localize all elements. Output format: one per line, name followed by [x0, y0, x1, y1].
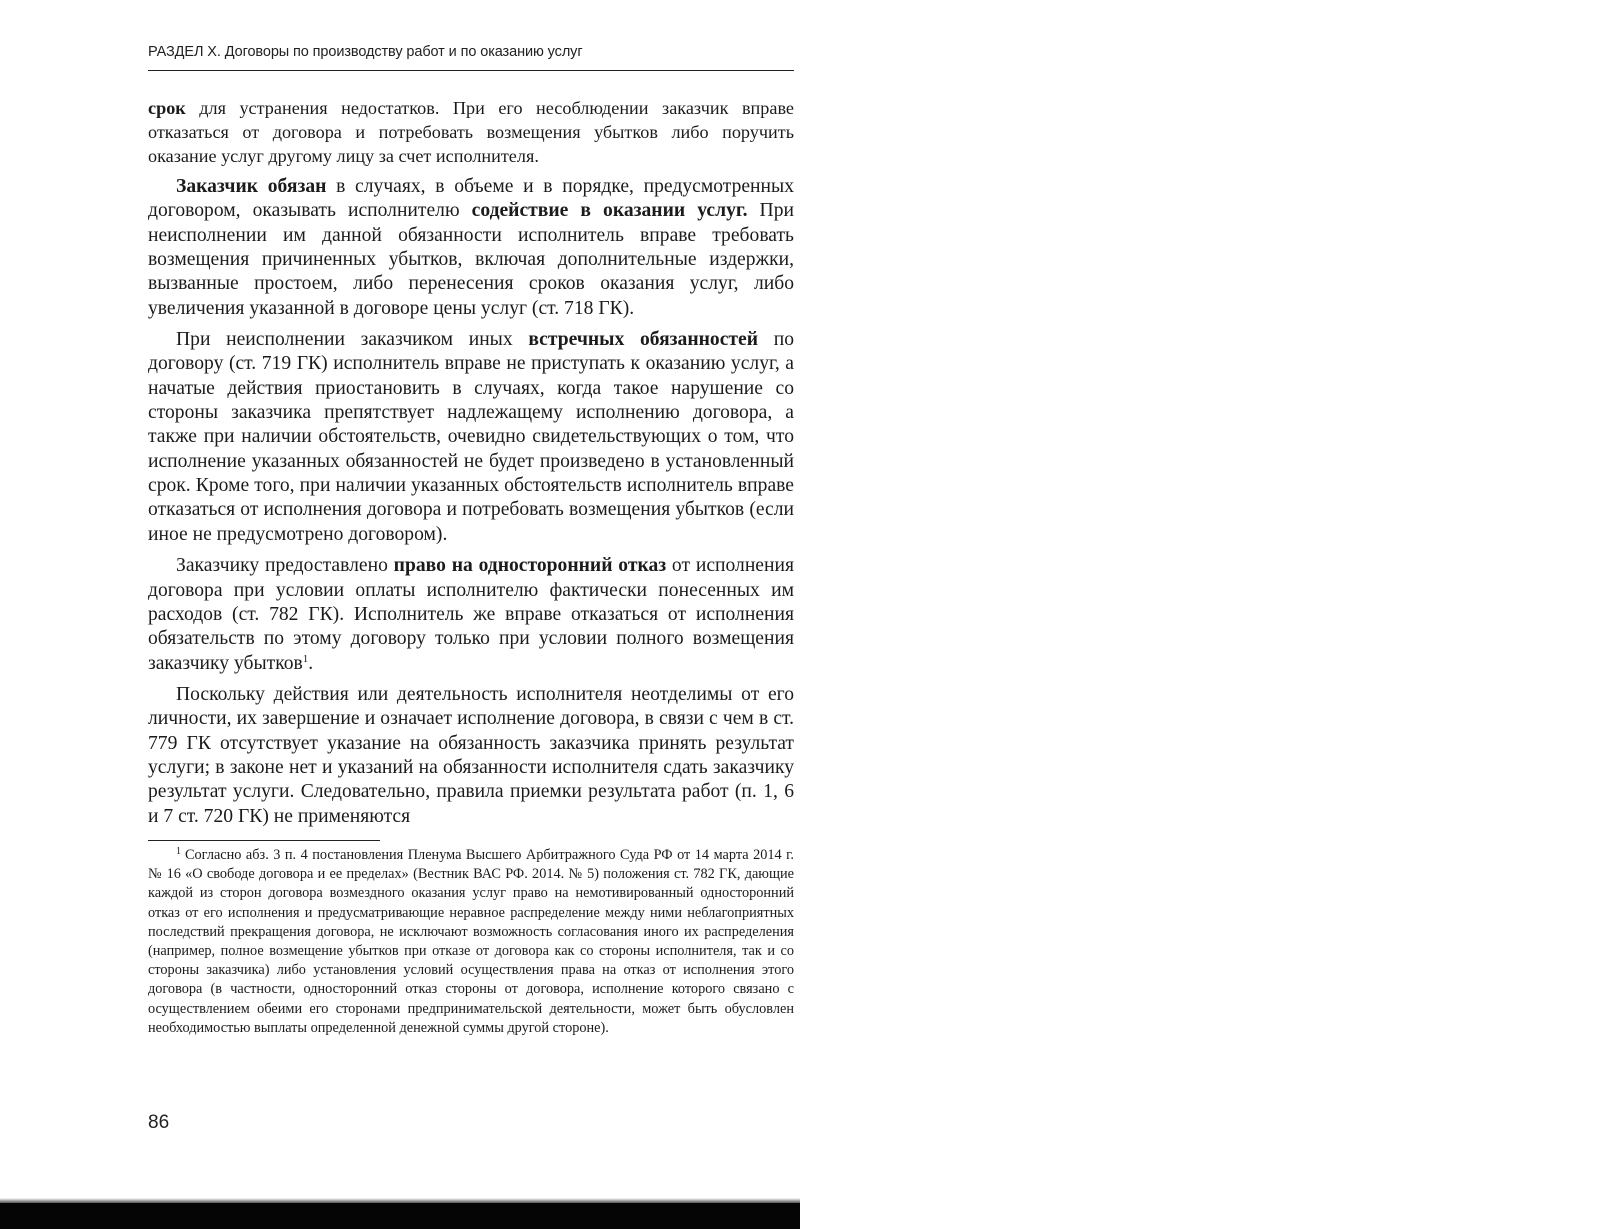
main-text — [148, 96, 794, 836]
paragraph-text: от исполнения договора при условии оплаты исполнителю фактически понесенных им расходов (ст. 782 ГК). Исполнитель же вправе отказаться от исполнения обязательств по этому договору только при условии полного возмещения заказчику убытков — [148, 555, 794, 674]
paragraph-text: Поскольку действия или деятельность исполнителя неотделимы от его личности, их завершение и означает исполнение договора, в связи с чем в ст. 779 ГК отсутствует указание на обязанность заказчика принять результат услуги; в законе нет и указаний на обязанности исполнителя сдать заказчику результат услуги. Следовательно, правила приемки результата работ (п. 1, 6 и 7 ст. 720 ГК) не применяются — [148, 683, 794, 827]
footnote-reference[interactable]: 1 — [302, 652, 309, 665]
bold-term: содействие в оказании услуг. — [471, 200, 748, 222]
paragraph-text: по договору (ст. 719 ГК) исполнитель вправе не приступать к оказанию услуг, а начатые действия приостановить в случаях, когда такое нарушение со стороны заказчика препятствует надлежащему исполнению договора, а также при наличии обстоятельств, очевидно свидетельствующих о том, что исполнение указанных обязанностей не будет произведено в установленный срок. Кроме того, при наличии указанных обстоятельств исполнитель вправе отказаться от исполнения договора и потребовать возмещения убытков (если иное не предусмотрено договором). — [148, 329, 795, 545]
bold-term: встречных обязанностей — [528, 329, 759, 351]
paragraph-continuation — [148, 96, 794, 168]
footnote-paragraph — [148, 846, 794, 1038]
bold-term: право на односторонний отказ — [393, 555, 667, 577]
paragraph-text: в случаях, в объеме и в порядке, предусмотренных договором, оказывать исполнителю — [148, 176, 794, 222]
paragraph-text: При неисполнении им данной обязанности исполнитель вправе требовать возмещения причиненных убытков, включая дополнительные издержки, вызванные простоем, либо перенесения сроков оказания услуг, либо увеличения указанной в договоре цены услуг (ст. 718 ГК). — [148, 200, 794, 319]
footnote-text: Согласно абз. 3 п. 4 постановления Пленума Высшего Арбитражного Суда РФ от 14 марта 2014 г. № 16 «О свободе договора и ее пределах» (Вестник ВАС РФ. 2014. № 5) положения ст. 782 ГК, дающие каждой из сторон договора возмездного оказания услуг право на немотивированный односторонний отказ от его исполнения и предусматривающие неравное распределение между ними неблагоприятных последствий прекращения договора, не исключают возможность согласования иного их распределения (например, полное возмещение убытков при отказе от договора как со стороны исполнителя, так и со стороны заказчика) либо установления условий осуществления права на отказ от исполнения этого договора (в частности, односторонний отказ стороны от договора, исполнение которого связано с осуществлением обеими его сторонами предпринимательской деятельности, может быть обусловлен необходимостью выплаты определенной денежной суммы другой стороне). — [148, 847, 794, 1036]
footnote-rule — [148, 840, 380, 841]
paragraph-text: для устранения недостатков. При его несоблюдении заказчик вправе отказаться от договора и потребовать возмещения убытков либо поручить оказание услуг другому лицу за счет исполнителя. — [148, 98, 794, 166]
paragraph-text: . — [308, 652, 314, 674]
paragraph-customer-duty — [148, 175, 794, 321]
header-rule — [148, 70, 794, 71]
page-number: 86 — [148, 1112, 170, 1133]
bold-term: срок — [148, 98, 186, 118]
paragraph-acceptance — [148, 683, 794, 829]
running-head: РАЗДЕЛ X. Договоры по производству работ и по оказанию услуг — [148, 44, 583, 60]
paragraph-counter-obligations — [148, 328, 794, 547]
paragraph-unilateral-refusal — [148, 554, 794, 676]
paragraph-text: Заказчику предоставлено — [176, 555, 394, 577]
footnote — [148, 846, 794, 1038]
bold-term: Заказчик обязан — [176, 176, 327, 197]
paragraph-text: При неисполнении заказчиком иных — [176, 329, 529, 351]
scan-bottom-bar — [0, 1203, 800, 1229]
footnote-marker: 1 — [176, 846, 181, 857]
